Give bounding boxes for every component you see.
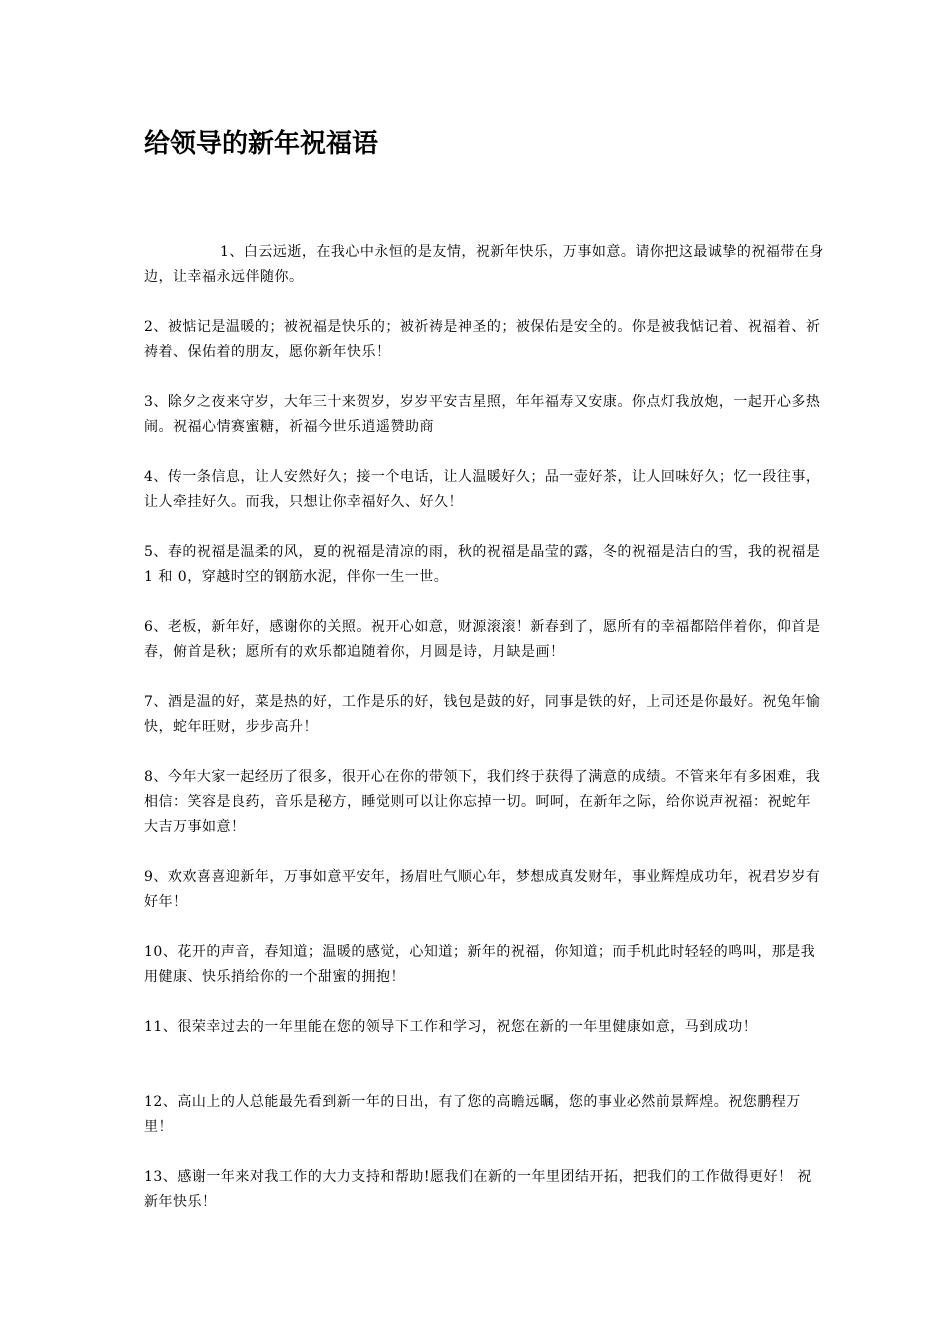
paragraph-5: 5、春的祝福是温柔的风，夏的祝福是清凉的雨，秋的祝福是晶莹的露，冬的祝福是洁白的雪，我的祝福是 1 和 0，穿越时空的钢筋水泥，伴你一生一世。 <box>144 544 821 585</box>
document-title: 给领导的新年祝福语 <box>144 129 379 159</box>
paragraph-13: 13、感谢一年来对我工作的大力支持和帮助!愿我们在新的一年里团结开拓，把我们的工作做得更好！ 祝新年快乐！ <box>144 1169 812 1210</box>
paragraph-1: 1、白云远逝，在我心中永恒的是友情，祝新年快乐，万事如意。请你把这最诚挚的祝福带在身边，让幸福永远伴随你。 <box>144 244 824 285</box>
paragraph-2: 2、被惦记是温暖的；被祝福是快乐的；被祈祷是神圣的；被保佑是安全的。你是被我惦记着、祝福着、祈祷着、保佑着的朋友，愿你新年快乐！ <box>144 319 821 360</box>
paragraph-4: 4、传一条信息，让人安然好久；接一个电话，让人温暖好久；品一壶好茶，让人回味好久；忆一段往事，让人牵挂好久。而我，只想让你幸福好久、好久！ <box>144 469 821 510</box>
paragraph-9: 9、欢欢喜喜迎新年，万事如意平安年，扬眉吐气顺心年，梦想成真发财年，事业辉煌成功年，祝君岁岁有好年！ <box>144 869 821 910</box>
document-body <box>144 240 824 1240</box>
paragraph-11: 11、很荣幸过去的一年里能在您的领导下工作和学习，祝您在新的一年里健康如意，马到成功！ <box>144 1019 758 1035</box>
paragraph-3: 3、除夕之夜来守岁，大年三十来贺岁，岁岁平安吉星照，年年福寿又安康。你点灯我放炮，一起开心多热闹。祝福心情赛蜜糖，祈福今世乐逍遥赞助商 <box>144 394 821 435</box>
paragraph-12: 12、高山上的人总能最先看到新一年的日出，有了您的高瞻远瞩，您的事业必然前景辉煌。祝您鹏程万里！ <box>144 1094 801 1135</box>
paragraph-10: 10、花开的声音，春知道；温暖的感觉，心知道；新年的祝福，你知道；而手机此时轻轻的鸣叫，那是我用健康、快乐捎给你的一个甜蜜的拥抱！ <box>144 944 816 985</box>
paragraph-7: 7、酒是温的好，菜是热的好，工作是乐的好，钱包是鼓的好，同事是铁的好，上司还是你最好。祝兔年愉快，蛇年旺财，步步高升！ <box>144 694 821 735</box>
paragraph-6: 6、老板，新年好，感谢你的关照。祝开心如意，财源滚滚！新春到了，愿所有的幸福都陪伴着你，仰首是春，俯首是秋；愿所有的欢乐都追随着你，月圆是诗，月缺是画！ <box>144 619 821 660</box>
paragraph-8: 8、今年大家一起经历了很多，很开心在你的带领下，我们终于获得了满意的成绩。不管来年有多困难，我相信：笑容是良药，音乐是秘方，睡觉则可以让你忘掉一切。呵呵，在新年之际，给你说声祝福：祝蛇年大吉万事如意！ <box>144 769 821 835</box>
